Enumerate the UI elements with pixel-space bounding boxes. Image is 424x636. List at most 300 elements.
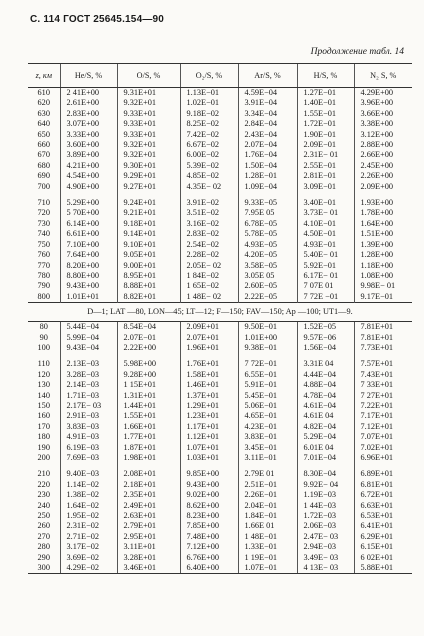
- value-cell: 6.53E+01: [354, 511, 412, 521]
- value-cell: 5.29E+00: [60, 198, 117, 208]
- value-cell: 4.54E+00: [60, 171, 117, 181]
- altitude-cell: 710: [37, 198, 50, 208]
- value-cell: 2.60E−05: [238, 281, 297, 291]
- value-cell: 6.17E− 01: [297, 271, 354, 281]
- value-cell: 1.76E−04: [238, 150, 297, 160]
- value-cell: 2.45E+00: [354, 161, 412, 171]
- column-header: N₂ S, %: [354, 64, 412, 88]
- value-cell: 9.98E− 01: [354, 281, 412, 291]
- table-row: [28, 453, 412, 463]
- value-cell: 9.33E+01: [117, 109, 180, 119]
- value-cell: 3.73E− 01: [297, 208, 354, 218]
- value-cell: 1.66E+01: [117, 422, 180, 432]
- table-row: [28, 469, 412, 479]
- value-cell: 9.57E−06: [297, 333, 354, 343]
- altitude-cell: 700: [37, 181, 50, 191]
- value-cell: 2.51E−01: [238, 480, 297, 490]
- value-cell: 9.28E+00: [117, 370, 180, 380]
- value-cell: 9.14E+01: [117, 229, 180, 239]
- value-cell: 8.20E+00: [60, 261, 117, 271]
- value-cell: 2.07E−04: [238, 140, 297, 150]
- value-cell: 3.38E+00: [354, 119, 412, 129]
- value-cell: 9.00E+01: [117, 261, 180, 271]
- value-cell: 5.29E−04: [297, 432, 354, 442]
- value-cell: 1 65E−02: [180, 281, 238, 291]
- value-cell: 9.43E−04: [60, 343, 117, 353]
- value-cell: 2.14E−03: [60, 380, 117, 390]
- table-row: [28, 161, 412, 171]
- value-cell: 1.87E+01: [117, 443, 180, 453]
- value-cell: 7.85E+00: [180, 521, 238, 531]
- value-cell: 3.45E−01: [238, 443, 297, 453]
- value-cell: 1.07E+01: [180, 443, 238, 453]
- value-cell: 2.55E−01: [297, 161, 354, 171]
- value-cell: 3.12E+00: [354, 130, 412, 140]
- value-cell: 9.92E− 04: [297, 480, 354, 490]
- value-cell: 4.82E−04: [297, 422, 354, 432]
- value-cell: 1.23E+01: [180, 411, 238, 421]
- value-cell: 1.55E+01: [117, 411, 180, 421]
- value-cell: 1.78E+00: [354, 208, 412, 218]
- value-cell: 3.09E−01: [297, 182, 354, 192]
- value-cell: 1.12E+01: [180, 432, 238, 442]
- value-cell: 1.08E+00: [354, 271, 412, 281]
- value-cell: 8.54E−04: [117, 322, 180, 333]
- altitude-cell: 670: [37, 150, 50, 160]
- value-cell: 8.82E+01: [117, 292, 180, 303]
- value-cell: 4.78E−04: [297, 391, 354, 401]
- value-cell: 9.05E+01: [117, 250, 180, 260]
- value-cell: 9.40E−03: [60, 469, 117, 479]
- value-cell: 1.31E+01: [117, 391, 180, 401]
- altitude-cell: 660: [37, 140, 50, 150]
- value-cell: 1.17E+01: [180, 422, 238, 432]
- table-row: [28, 150, 412, 160]
- value-cell: 4.23E−01: [238, 422, 297, 432]
- value-cell: 1.66Е 01: [238, 521, 297, 531]
- value-cell: 3.96E+00: [354, 98, 412, 108]
- altitude-cell: 640: [37, 119, 50, 129]
- value-cell: 2 41E+00: [60, 88, 117, 99]
- value-cell: 9.38E−01: [238, 343, 297, 353]
- value-cell: 3.49E− 03: [297, 553, 354, 563]
- value-cell: 4.20E−05: [238, 250, 297, 260]
- altitude-cell: 290: [37, 552, 50, 562]
- altitude-cell: 300: [28, 563, 60, 574]
- value-cell: 4.44E−04: [297, 370, 354, 380]
- value-cell: 5.78E−05: [238, 229, 297, 239]
- value-cell: 1.64E−02: [60, 501, 117, 511]
- table-row: [28, 490, 412, 500]
- altitude-cell: 170: [37, 421, 50, 431]
- value-cell: 7.69E−03: [60, 453, 117, 463]
- value-cell: 6.63E+01: [354, 501, 412, 511]
- value-cell: 9.33E+01: [117, 119, 180, 129]
- table-row: [28, 208, 412, 218]
- altitude-cell: 180: [37, 432, 50, 442]
- altitude-cell: 780: [37, 270, 50, 280]
- table-row: [28, 88, 412, 99]
- table-row: [28, 182, 412, 192]
- value-cell: 9.32E+01: [117, 98, 180, 108]
- altitude-cell: 730: [37, 218, 50, 228]
- value-cell: 1.72E−01: [297, 119, 354, 129]
- value-cell: 1.19E−03: [297, 490, 354, 500]
- value-cell: 1.01E+01: [60, 292, 117, 303]
- value-cell: 7.12E+01: [354, 422, 412, 432]
- value-cell: 2.43E−04: [238, 130, 297, 140]
- value-cell: 8.88E+01: [117, 281, 180, 291]
- altitude-cell: 280: [37, 542, 50, 552]
- value-cell: 1.50E−04: [238, 161, 297, 171]
- value-cell: 9.24E+01: [117, 198, 180, 208]
- value-cell: 6.14E+00: [60, 219, 117, 229]
- value-cell: 2.83E+00: [60, 109, 117, 119]
- column-header: O₂/S, %: [180, 64, 238, 88]
- value-cell: 1.55E−01: [297, 109, 354, 119]
- value-cell: 2.66E+00: [354, 150, 412, 160]
- value-cell: 3.11E−01: [238, 453, 297, 463]
- value-cell: 2.06E−03: [297, 521, 354, 531]
- value-cell: 6.01E 04: [297, 443, 354, 453]
- value-cell: 6.61E+00: [60, 229, 117, 239]
- value-cell: 1.18E+00: [354, 261, 412, 271]
- table-row: [28, 511, 412, 521]
- value-cell: 3.69E−02: [60, 553, 117, 563]
- value-cell: 4.93E−01: [297, 240, 354, 250]
- table-row: [28, 140, 412, 150]
- table-row: [28, 240, 412, 250]
- table-row: [28, 219, 412, 229]
- value-cell: 9.31E+01: [117, 88, 180, 99]
- value-cell: 2.04E−01: [238, 501, 297, 511]
- value-cell: 2.47E− 03: [297, 532, 354, 542]
- value-cell: 2.09E−01: [297, 140, 354, 150]
- value-cell: 4.21E+00: [60, 161, 117, 171]
- value-cell: 9.32E+01: [117, 140, 180, 150]
- table-row: [28, 422, 412, 432]
- value-cell: 9.43E+00: [180, 480, 238, 490]
- value-cell: 9.33E−05: [238, 198, 297, 208]
- value-cell: 2.31E− 01: [297, 150, 354, 160]
- value-cell: 4.61E−04: [297, 401, 354, 411]
- value-cell: 2.84E−04: [238, 119, 297, 129]
- value-cell: 7.17E+01: [354, 411, 412, 421]
- value-cell: 5.40E− 01: [297, 250, 354, 260]
- table-row: [28, 359, 412, 369]
- altitude-cell: 120: [37, 369, 50, 379]
- value-cell: 1.52E−05: [297, 322, 354, 333]
- altitude-cell: 100: [37, 342, 50, 352]
- value-cell: 3.66E+00: [354, 109, 412, 119]
- value-cell: 7.64E+00: [60, 250, 117, 260]
- value-cell: 1.84E−01: [238, 511, 297, 521]
- altitude-cell: 770: [37, 260, 50, 270]
- value-cell: 1.46E+01: [180, 380, 238, 390]
- value-cell: 2.09E+00: [354, 182, 412, 192]
- value-cell: 7 07E 01: [297, 281, 354, 291]
- value-cell: 6.81E+01: [354, 480, 412, 490]
- value-cell: 1.03E+01: [180, 453, 238, 463]
- value-cell: 7.22E+01: [354, 401, 412, 411]
- value-cell: 2.31E−02: [60, 521, 117, 531]
- value-cell: 2.79E+01: [117, 521, 180, 531]
- value-cell: 7.07E+01: [354, 432, 412, 442]
- value-cell: 2.08E+01: [117, 469, 180, 479]
- value-cell: 5.98E+00: [117, 359, 180, 369]
- value-cell: 1.76E+01: [180, 359, 238, 369]
- value-cell: 3.31E 04: [297, 359, 354, 369]
- value-cell: 1.44E+01: [117, 401, 180, 411]
- value-cell: 3.91E−02: [180, 198, 238, 208]
- value-cell: 7.81E+01: [354, 322, 412, 333]
- value-cell: 2.81E−01: [297, 171, 354, 181]
- value-cell: 4.50E−01: [297, 229, 354, 239]
- altitude-cell: 220: [37, 479, 50, 489]
- value-cell: 9.02E+00: [180, 490, 238, 500]
- value-cell: 1.09E−04: [238, 182, 297, 192]
- value-cell: 6.40E+00: [180, 563, 238, 574]
- value-cell: 1 84E−02: [180, 271, 238, 281]
- value-cell: 1.93E+00: [354, 198, 412, 208]
- altitude-cell: 190: [37, 442, 50, 452]
- value-cell: 2.95E+01: [117, 532, 180, 542]
- value-cell: 9.50E−01: [238, 322, 297, 333]
- conditions-note: D—1; LAT —80, LON—45; LT—12; F—150; FAV—150; Ap —100; UT1—9.: [28, 303, 412, 322]
- value-cell: 7.12E+00: [180, 542, 238, 552]
- value-cell: 7 33E+01: [354, 380, 412, 390]
- value-cell: 8.23E+00: [180, 511, 238, 521]
- value-cell: 7.57E+01: [354, 359, 412, 369]
- value-cell: 6.19E−03: [60, 443, 117, 453]
- value-cell: 9.85E+00: [180, 469, 238, 479]
- altitude-cell: 790: [37, 281, 50, 291]
- altitude-cell: 260: [37, 521, 50, 531]
- value-cell: 3.58E−05: [238, 261, 297, 271]
- value-cell: 9.33E+01: [117, 130, 180, 140]
- value-cell: 9.10E+01: [117, 240, 180, 250]
- value-cell: 1.28E−01: [238, 171, 297, 181]
- value-cell: 2.94E−03: [297, 542, 354, 552]
- value-cell: 1.39E+00: [354, 240, 412, 250]
- value-cell: 2.26E−01: [238, 490, 297, 500]
- value-cell: 8.95E+01: [117, 271, 180, 281]
- value-cell: 4 13E− 03: [297, 563, 354, 574]
- table-row: [28, 292, 412, 303]
- value-cell: 7.02E+01: [354, 443, 412, 453]
- table-header-row: [28, 64, 412, 88]
- value-cell: 9.18E−02: [180, 109, 238, 119]
- value-cell: 7 27E+01: [354, 391, 412, 401]
- table-row: [28, 370, 412, 380]
- value-cell: 3.46E+01: [117, 563, 180, 574]
- value-cell: 3.89E+00: [60, 150, 117, 160]
- value-cell: 1 15E+01: [117, 380, 180, 390]
- value-cell: 9.18E+01: [117, 219, 180, 229]
- value-cell: 6.15E+01: [354, 542, 412, 552]
- table-row: [28, 250, 412, 260]
- value-cell: 7 72E −01: [297, 292, 354, 303]
- value-cell: 1.27E−01: [297, 88, 354, 99]
- value-cell: 5.45E−01: [238, 391, 297, 401]
- table-row: [28, 521, 412, 531]
- altitude-cell: 620: [37, 98, 50, 108]
- table-row: [28, 411, 412, 421]
- value-cell: 7.43E+01: [354, 370, 412, 380]
- altitude-cell: 760: [37, 250, 50, 260]
- table-row: [28, 109, 412, 119]
- value-cell: 4.90E+00: [60, 182, 117, 192]
- value-cell: 9.17E−01: [354, 292, 412, 303]
- value-cell: 2.91E−03: [60, 411, 117, 421]
- altitude-cell: 750: [37, 239, 50, 249]
- value-cell: 7.48E+00: [180, 532, 238, 542]
- value-cell: 1.64E+00: [354, 219, 412, 229]
- value-cell: 1.72E−03: [297, 511, 354, 521]
- value-cell: 4.10E−01: [297, 219, 354, 229]
- table-row: [28, 229, 412, 239]
- value-cell: 3.51E−02: [180, 208, 238, 218]
- value-cell: 8.80E+00: [60, 271, 117, 281]
- value-cell: 2.71E−02: [60, 532, 117, 542]
- value-cell: 1.02E−01: [180, 98, 238, 108]
- value-cell: 3.05E 05: [238, 271, 297, 281]
- value-cell: 8.30E−04: [297, 469, 354, 479]
- altitude-cell: 160: [37, 411, 50, 421]
- table-row: [28, 432, 412, 442]
- value-cell: 4.35E− 02: [180, 182, 238, 192]
- value-cell: 7 72E−01: [238, 359, 297, 369]
- table-row: [28, 343, 412, 353]
- value-cell: 1.14E−02: [60, 480, 117, 490]
- value-cell: 2.22E+00: [117, 343, 180, 353]
- value-cell: 4.85E−02: [180, 171, 238, 181]
- altitude-cell: 200: [37, 453, 50, 462]
- value-cell: 1.98E+01: [117, 453, 180, 463]
- altitude-cell: 800: [37, 291, 50, 301]
- altitude-cell: 250: [37, 511, 50, 521]
- value-cell: 9.21E+01: [117, 208, 180, 218]
- table-row: [28, 171, 412, 181]
- altitude-cell: 140: [37, 390, 50, 400]
- altitude-cell: 80: [39, 322, 48, 332]
- value-cell: 4.65E−01: [238, 411, 297, 421]
- value-cell: 5.06E−01: [238, 401, 297, 411]
- altitude-cell: 690: [37, 171, 50, 181]
- value-cell: 1 48E−01: [238, 532, 297, 542]
- value-cell: 4.29E+00: [354, 88, 412, 99]
- altitude-cell: 240: [37, 500, 50, 510]
- table-row: [28, 532, 412, 542]
- value-cell: 1.33E−01: [238, 542, 297, 552]
- altitude-cell: 650: [37, 129, 50, 139]
- altitude-cell: 680: [37, 160, 50, 170]
- value-cell: 2.35E+01: [117, 490, 180, 500]
- altitude-cell: 720: [37, 208, 50, 218]
- value-cell: 6.55E−01: [238, 370, 297, 380]
- table-row: [28, 480, 412, 490]
- value-cell: 2.49E+01: [117, 501, 180, 511]
- value-cell: 2.22E−05: [238, 292, 297, 303]
- value-cell: 6.41E+01: [354, 521, 412, 531]
- value-cell: 4.88E−04: [297, 380, 354, 390]
- value-cell: 7.01E−04: [297, 453, 354, 463]
- value-cell: 2.63E+01: [117, 511, 180, 521]
- table-row: [28, 333, 412, 343]
- altitude-cell: 210: [37, 469, 50, 479]
- column-header: H/S, %: [297, 64, 354, 88]
- value-cell: 2.79E 01: [238, 469, 297, 479]
- value-cell: 1 19E−01: [238, 553, 297, 563]
- value-cell: 4.61E 04: [297, 411, 354, 421]
- value-cell: 3.11E+01: [117, 542, 180, 552]
- value-cell: 1 44E−03: [297, 501, 354, 511]
- value-cell: 7.10E+00: [60, 240, 117, 250]
- value-cell: 1.51E+00: [354, 229, 412, 239]
- value-cell: 5.39E−02: [180, 161, 238, 171]
- value-cell: 1.07E−01: [238, 563, 297, 574]
- value-cell: 2.83E−02: [180, 229, 238, 239]
- value-cell: 1.29E+01: [180, 401, 238, 411]
- value-cell: 4.93E−05: [238, 240, 297, 250]
- column-header: Ar/S, %: [238, 64, 297, 88]
- value-cell: 6.29E+01: [354, 532, 412, 542]
- value-cell: 3.28E+01: [117, 553, 180, 563]
- value-cell: 2.26E+00: [354, 171, 412, 181]
- table-row: [28, 443, 412, 453]
- value-cell: 9.30E+01: [117, 161, 180, 171]
- altitude-cell: 630: [37, 108, 50, 118]
- value-cell: 1.77E+01: [117, 432, 180, 442]
- value-cell: 3.07E+00: [60, 119, 117, 129]
- value-cell: 1.71E−03: [60, 391, 117, 401]
- value-cell: 3.17E−02: [60, 542, 117, 552]
- value-cell: 5.92E−01: [297, 261, 354, 271]
- page-header: С. 114 ГОСТ 25645.154—90: [30, 14, 165, 25]
- altitude-cell: 90: [39, 332, 48, 342]
- value-cell: 6.96E+01: [354, 453, 412, 463]
- altitude-cell: 150: [37, 400, 50, 410]
- table-row: [28, 542, 412, 552]
- value-cell: 9.43E+00: [60, 281, 117, 291]
- value-cell: 3.28E−03: [60, 370, 117, 380]
- value-cell: 7.42E−02: [180, 130, 238, 140]
- value-cell: 2.13E−03: [60, 359, 117, 369]
- value-cell: 3.34E−04: [238, 109, 297, 119]
- table-body: [28, 88, 412, 574]
- column-header: z, км: [28, 64, 60, 88]
- value-cell: 9.32E+01: [117, 150, 180, 160]
- value-cell: 5.88E+01: [354, 563, 412, 574]
- value-cell: 6.76E+00: [180, 553, 238, 563]
- altitude-cell: 130: [37, 380, 50, 390]
- table-row: [28, 380, 412, 390]
- value-cell: 4.59E−04: [238, 88, 297, 99]
- value-cell: 5.91E−01: [238, 380, 297, 390]
- value-cell: 9.27E+01: [117, 182, 180, 192]
- value-cell: 2.05E− 02: [180, 261, 238, 271]
- value-cell: 3.60E+00: [60, 140, 117, 150]
- value-cell: 3.33E+00: [60, 130, 117, 140]
- value-cell: 8.62E+00: [180, 501, 238, 511]
- value-cell: 5.44E−04: [60, 322, 117, 333]
- value-cell: 3.16E−02: [180, 219, 238, 229]
- value-cell: 3.40E−01: [297, 198, 354, 208]
- value-cell: 9.29E+01: [117, 171, 180, 181]
- value-cell: 5.99E−04: [60, 333, 117, 343]
- value-cell: 2.18E+01: [117, 480, 180, 490]
- table-row: [28, 401, 412, 411]
